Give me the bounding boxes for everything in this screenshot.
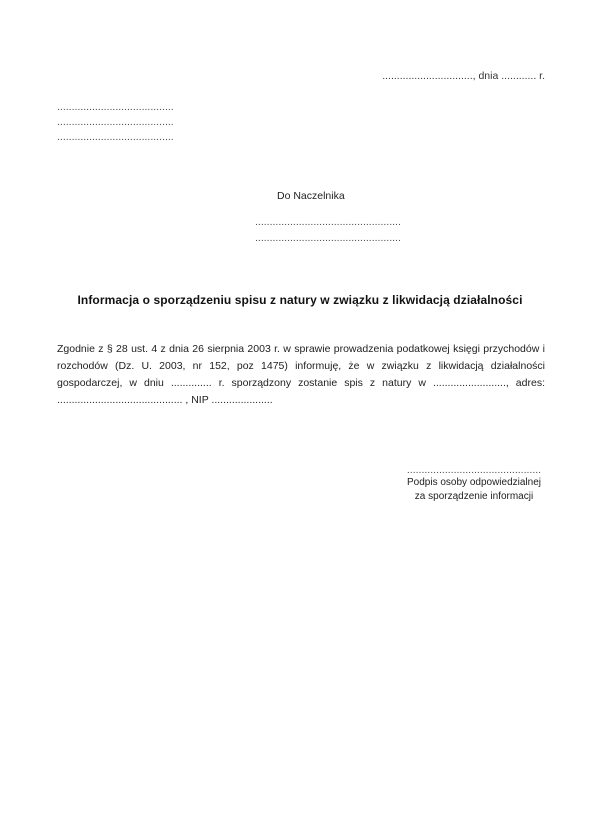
- date-line: ..............................., dnia ............ r.: [382, 70, 545, 82]
- signature-line: ..............................................: [406, 464, 542, 476]
- recipient-block: [255, 190, 401, 246]
- body-paragraph: Zgodnie z § 28 ust. 4 z dnia 26 sierpnia 2003 r. w sprawie prowadzenia podatkowej księgi przychodów i rozchodów (Dz. U. 2003, nr 152, poz 1475) informuję, że w związku z likwidacją działalności gospodarczej, w dniu .............. r. sporządzony zostanie spis z natury w ........................., adres: ........................................... , NIP .....................: [57, 343, 545, 406]
- signature-caption-line1: Podpis osoby odpowiedzialnej: [407, 477, 541, 488]
- recipient-line: ..................................................: [255, 216, 401, 228]
- document-title: Informacja o sporządzeniu spisu z natury w związku z likwidacją działalności: [77, 293, 523, 307]
- signature-caption-line2: za sporządzenie informacji: [414, 491, 534, 502]
- sender-address-line: ........................................: [57, 101, 174, 113]
- sender-address-block: [57, 100, 174, 145]
- recipient-label: Do Naczelnika: [277, 190, 345, 202]
- signature-block: [403, 464, 545, 504]
- sender-address-line: ........................................: [57, 131, 174, 143]
- sender-address-line: ........................................: [57, 116, 174, 128]
- recipient-line: ..................................................: [255, 232, 401, 244]
